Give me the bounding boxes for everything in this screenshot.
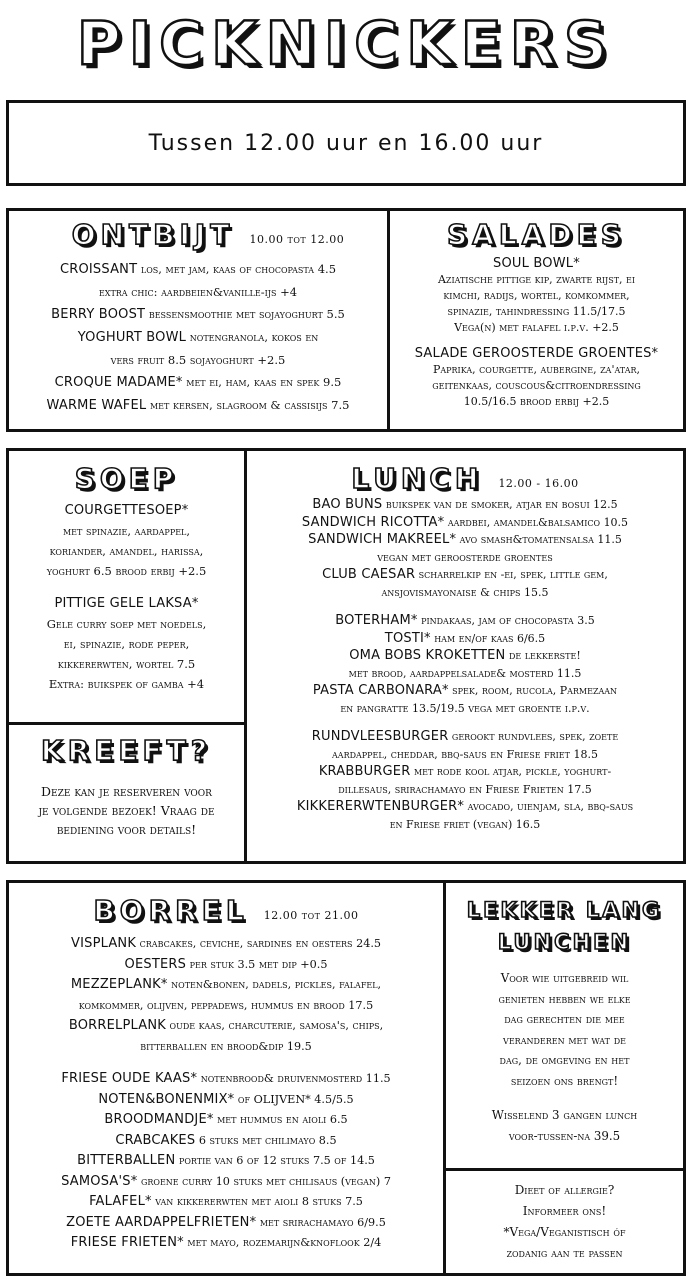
menu-item-description: met mayo, rozemarijn&knoflook 2/4: [183, 1236, 382, 1249]
menu-item-description: noten&bonen, dadels, pickles, falafel,: [167, 978, 382, 991]
borrel-time: 12.00 tot 21.00: [263, 909, 359, 922]
menu-item-description: 6 stuks met chilimayo 8.5: [195, 1133, 337, 1147]
menu-item-name: PASTA CARBONARA*: [312, 683, 449, 698]
lunch-time: 12.00 - 16.00: [498, 477, 579, 490]
menu-item-name: VISPLANK: [70, 936, 137, 951]
menu-item-description: van kikkererwten met aioli 8 stuks 7.5: [151, 1195, 363, 1208]
menu-line: [390, 362, 683, 378]
menu-line: [9, 1090, 443, 1111]
menu-line: [247, 630, 683, 648]
menu-item-description: scharrelkip en -ei, spek, little gem,: [415, 568, 608, 581]
menu-line: [390, 320, 683, 336]
menu-line: [390, 256, 683, 272]
menu-item-description: en Friese friet (vegan) 16.5: [389, 817, 541, 831]
lekker-lang-section: [446, 894, 683, 1166]
menu-line: [247, 816, 683, 834]
menu-line: [9, 1233, 443, 1254]
menu-line: [247, 728, 683, 746]
menu-line: [9, 1131, 443, 1152]
text-line: genieten hebben we elke: [498, 991, 631, 1006]
menu-item-description: avo smash&tomatensalsa 11.5: [456, 533, 622, 546]
menu-item-description: komkommer, olijven, peppadews, hummus en brood 17.5: [78, 998, 374, 1012]
menu-item-description: aardbei, amandel&balsamico 10.5: [444, 515, 629, 529]
menu-line: [247, 584, 683, 602]
menu-item-name: SALADE GEROOSTERDE GROENTES*: [414, 346, 659, 361]
text-line: Informeer ons!: [522, 1204, 607, 1218]
menu-item-name: MEZZEPLANK*: [70, 977, 168, 992]
menu-line: [9, 1037, 443, 1058]
menu-item-description: Paprika, courgette, aubergine, za'atar,: [432, 363, 641, 376]
lunch-section: [247, 462, 683, 860]
menu-item-name: FRIESE FRIETEN*: [70, 1235, 184, 1250]
menu-item-name: CRABCAKES: [115, 1132, 196, 1148]
menu-line: [9, 1213, 443, 1234]
borrel-title: BORREL: [93, 894, 249, 927]
menu-item-name: PITTIGE GELE LAKSA*: [54, 596, 199, 611]
dieet-section: [446, 1176, 683, 1274]
divider: [6, 722, 246, 725]
ontbijt-time: 10.00 tot 12.00: [249, 233, 345, 246]
menu-line: [9, 1151, 443, 1172]
menu-line: [9, 371, 387, 394]
text-line: zodanig aan te passen: [506, 1246, 623, 1260]
brand-logo: PICKNICKERS: [76, 9, 616, 79]
menu-item-name: SOUL BOWL*: [493, 256, 580, 271]
menu-item-description: of OLIJVEN* 4.5/5.5: [234, 1092, 354, 1106]
opening-hours: Tussen 12.00 uur en 16.00 uur: [148, 130, 544, 156]
menu-item-description: en pangratte 13.5/19.5 vega met groente i.p.v.: [340, 701, 590, 715]
menu-item-description: oude kaas, charcuterie, samosa's, chips,: [166, 1019, 384, 1032]
menu-item-name: COURGETTESOEP*: [64, 503, 189, 518]
text-line: je volgende bezoek! Vraag de: [38, 803, 215, 818]
menu-item-description: spinazie, tahindressing 11.5/17.5: [447, 305, 626, 318]
menu-item-description: notenbrood& druivenmosterd 11.5: [197, 1072, 391, 1085]
menu-item-name: FRIESE OUDE KAAS*: [61, 1071, 198, 1086]
menu-item-name: WARME WAFEL: [46, 398, 147, 413]
text-line: seizoen ons brengt!: [510, 1073, 619, 1088]
menu-item-name: YOGHURT BOWL: [77, 330, 187, 345]
menu-item-description: los, met jam, kaas of chocopasta 4.5: [137, 262, 337, 276]
menu-line: [390, 378, 683, 394]
menu-line: [247, 549, 683, 567]
menu-item-description: extra chic: aardbeien&vanille-ijs +4: [98, 285, 298, 299]
menu-line: [390, 304, 683, 320]
menu-line: [247, 700, 683, 718]
menu-item-name: NOTEN&BONENMIX*: [98, 1091, 235, 1107]
kreeft-section: [9, 734, 244, 862]
menu-line: [9, 521, 244, 541]
text-line: Deze kan je reserveren voor: [41, 784, 212, 799]
divider: [443, 1168, 686, 1171]
menu-line: [9, 326, 387, 349]
menu-line: [9, 1110, 443, 1131]
menu-line: [9, 1192, 443, 1213]
menu-line: [9, 1172, 443, 1193]
menu-item-name: SANDWICH MAKREEL*: [308, 532, 457, 547]
soep-section: [9, 462, 244, 720]
menu-line: [247, 566, 683, 584]
menu-line: [9, 614, 244, 634]
menu-item-name: OESTERS: [124, 956, 187, 972]
menu-item-description: Extra: buikspek of gamba +4: [48, 677, 205, 691]
menu-item-description: met spinazie, aardappel,: [62, 524, 191, 538]
text-line: Voor wie uitgebreid wil: [500, 971, 629, 985]
menu-line: [247, 647, 683, 665]
menu-item-name: ZOETE AARDAPPELFRIETEN*: [66, 1214, 257, 1230]
menu-item-name: CROISSANT: [59, 262, 138, 277]
menu-line: [9, 674, 244, 694]
menu-line: [9, 394, 387, 417]
menu-line: [247, 717, 683, 728]
lunch-title: LUNCH: [351, 462, 484, 495]
menu-line: [9, 349, 387, 371]
ontbijt-title: ONTBIJT: [71, 218, 235, 251]
menu-item-description: met brood, aardappelsalade& mosterd 11.5: [348, 666, 582, 680]
menu-item-name: BAO BUNS: [312, 497, 383, 512]
menu-item-description: Gele curry soep met noedels,: [46, 617, 207, 631]
menu-line: [9, 258, 387, 281]
text-line: veranderen met wat de: [503, 1032, 626, 1047]
menu-item-description: groene curry 10 stuks met chilisaus (vegan) 7: [137, 1174, 391, 1188]
menu-item-name: SANDWICH RICOTTA*: [301, 514, 445, 530]
menu-item-description: pindakaas, jam of chocopasta 3.5: [417, 614, 595, 627]
menu-line: [247, 531, 683, 549]
menu-item-description: portie van 6 of 12 stuks 7.5 of 14.5: [175, 1154, 375, 1167]
menu-item-description: kikkererwten, wortel 7.5: [57, 657, 196, 671]
text-line: [446, 1091, 683, 1105]
menu-item-description: bitterballen en brood&dip 19.5: [140, 1039, 312, 1053]
menu-item-description: gerookt rundvlees, spek, zoete: [448, 730, 619, 743]
menu-line: [9, 541, 244, 561]
menu-item-description: ansjovismayonaise & chips 15.5: [381, 585, 549, 599]
menu-item-description: ham en/of kaas 6/6.5: [430, 631, 546, 645]
menu-line: [9, 934, 443, 955]
lekker-title-2: LUNCHEN: [497, 930, 632, 954]
menu-item-description: avocado, uienjam, sla, bbq-saus: [464, 800, 634, 813]
menu-item-name: KIKKERERWTENBURGER*: [296, 799, 465, 814]
menu-item-name: OMA BOBS KROKETTEN: [349, 648, 506, 663]
menu-line: [9, 581, 244, 593]
menu-line: [9, 975, 443, 996]
menu-item-description: Aziatische pittige kip, zwarte rijst, ei: [437, 273, 636, 286]
menu-item-description: notengranola, kokos en: [186, 330, 319, 344]
menu-line: [247, 798, 683, 816]
menu-item-description: ei, spinazie, rode peper,: [63, 637, 190, 651]
salades-section: [390, 218, 683, 428]
salades-title: SALADES: [447, 218, 626, 251]
menu-line: [390, 346, 683, 362]
menu-item-description: crabcakes, ceviche, sardines en oesters 24.5: [136, 937, 382, 950]
menu-item-name: BERRY BOOST: [51, 307, 146, 322]
menu-item-name: SAMOSA'S*: [61, 1173, 138, 1189]
menu-item-description: per stuk 3.5 met dip +0.5: [186, 957, 328, 971]
menu-item-description: met kersen, slagroom & cassisijs 7.5: [146, 398, 350, 412]
menu-item-description: de lekkerste!: [505, 649, 581, 662]
menu-line: [9, 500, 244, 521]
menu-item-name: CLUB CAESAR: [322, 567, 416, 582]
hours-banner: [6, 100, 686, 186]
menu-line: [247, 781, 683, 799]
text-line: Wisselend 3 gangen lunch: [491, 1108, 638, 1122]
menu-item-description: vers fruit 8.5 sojayoghurt +2.5: [110, 353, 286, 367]
menu-item-name: BITTERBALLEN: [77, 1153, 176, 1168]
menu-item-description: buikspek van de smoker, atjar en bosui 12.5: [382, 498, 618, 511]
menu-item-description: vegan met geroosterde groentes: [377, 550, 553, 564]
menu-item-description: aardappel, cheddar, bbq-saus en Friese friet 18.5: [332, 747, 598, 761]
menu-line: [247, 601, 683, 612]
menu-item-description: dillesaus, srirachamayo en Friese Frieten 17.5: [338, 782, 592, 796]
soep-title: SOEP: [74, 462, 179, 495]
menu-item-description: spek, room, rucola, Parmezaan: [448, 684, 618, 697]
menu-item-description: yoghurt 6.5 brood erbij +2.5: [46, 564, 207, 578]
ontbijt-section: [9, 218, 387, 428]
menu-line: [247, 746, 683, 764]
menu-line: [9, 561, 244, 581]
menu-line: [390, 288, 683, 304]
menu-item-description: geitenkaas, couscous&citroendressing: [432, 379, 641, 392]
menu-line: [9, 996, 443, 1017]
menu-line: [9, 955, 443, 976]
menu-line: [9, 1069, 443, 1090]
menu-line: [9, 1016, 443, 1037]
menu-item-description: 10.5/16.5 brood erbij +2.5: [463, 395, 610, 408]
menu-item-name: CROQUE MADAME*: [54, 375, 183, 390]
menu-line: [247, 665, 683, 683]
menu-line: [9, 303, 387, 326]
text-line: Dieet of allergie?: [514, 1183, 615, 1197]
text-line: dag gerechten die mee: [504, 1012, 625, 1026]
menu-line: [247, 763, 683, 781]
menu-item-name: BOTERHAM*: [335, 613, 418, 628]
menu-item-description: kimchi, radijs, wortel, komkommer,: [443, 289, 630, 302]
menu-item-description: met hummus en aioli 6.5: [213, 1113, 348, 1126]
borrel-section: [9, 894, 443, 1274]
menu-item-description: met ei, ham, kaas en spek 9.5: [182, 375, 342, 389]
menu-line: [390, 272, 683, 288]
menu-item-name: RUNDVLEESBURGER: [311, 729, 449, 744]
text-line: voor-tussen-na 39.5: [508, 1128, 621, 1143]
menu-line: [9, 281, 387, 303]
menu-line: [9, 634, 244, 654]
menu-line: [9, 1057, 443, 1069]
menu-line: [9, 593, 244, 614]
menu-line: [390, 394, 683, 410]
kreeft-title: KREEFT?: [41, 734, 212, 767]
lekker-title-1: LEKKER LANG: [466, 898, 663, 922]
menu-item-description: Vega(n) met falafel i.p.v. +2.5: [454, 321, 619, 334]
menu-item-name: FALAFEL*: [89, 1194, 152, 1209]
menu-line: [9, 654, 244, 674]
text-line: bediening voor details!: [56, 822, 197, 837]
menu-item-name: BROODMANDJE*: [104, 1112, 214, 1127]
menu-item-description: met rode kool atjar, pickle, yoghurt-: [410, 765, 612, 778]
menu-item-name: KRABBURGER: [318, 764, 411, 779]
menu-line: [390, 336, 683, 346]
menu-item-name: BORRELPLANK: [68, 1018, 166, 1033]
menu-item-description: bessensmoothie met sojayoghurt 5.5: [145, 307, 345, 321]
menu-item-name: TOSTI*: [384, 630, 431, 646]
menu-line: [247, 612, 683, 630]
menu-line: [247, 514, 683, 532]
menu-item-description: koriander, amandel, harissa,: [49, 544, 204, 558]
menu-line: [247, 496, 683, 514]
menu-item-description: met srirachamayo 6/9.5: [256, 1215, 386, 1229]
text-line: *Vega/Veganistisch óf: [503, 1225, 626, 1239]
menu-line: [247, 682, 683, 700]
text-line: dag, de omgeving en het: [499, 1053, 630, 1067]
